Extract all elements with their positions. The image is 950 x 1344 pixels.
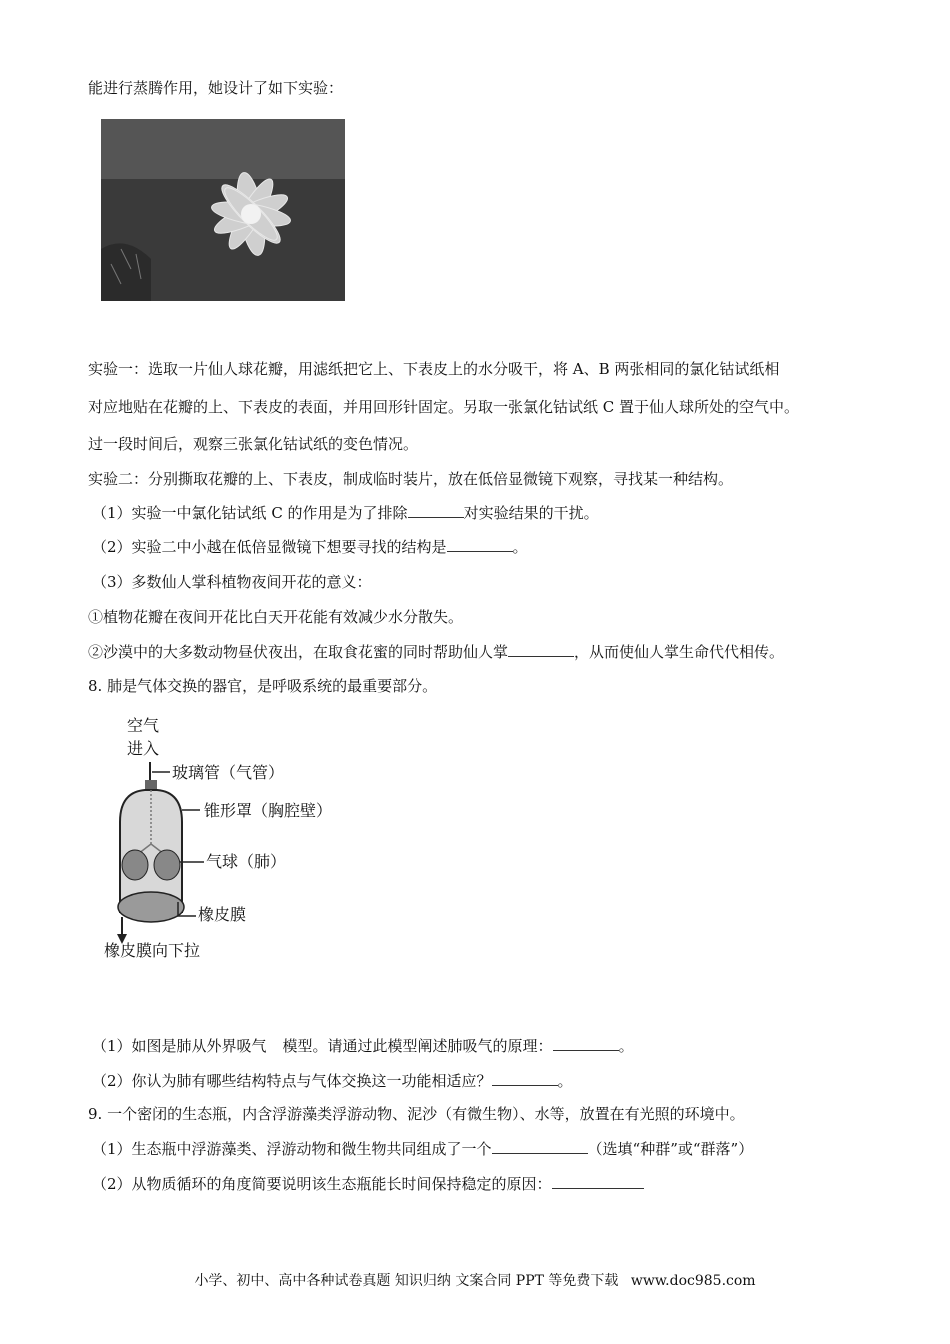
question-7-3-point-2-text: ②沙漠中的大多数动物昼伏夜出，在取食花蜜的同时帮助仙人掌: [88, 643, 509, 661]
question-7-3-point-2-tail: ，从而使仙人掌生命代代相传。: [574, 643, 785, 661]
rubber-membrane: [118, 892, 184, 922]
footer-url[interactable]: www.doc985.com: [630, 1273, 756, 1289]
page-footer: [0, 1270, 950, 1290]
question-7-2-text: （2）实验二中小越在低倍显微镜下想要寻找的结构是: [92, 538, 447, 556]
question-8-2-tail: 。: [557, 1072, 573, 1090]
question-9-1-tail: （选填“种群”或“群落”）: [587, 1140, 754, 1158]
question-7-2-tail: 。: [512, 538, 528, 556]
footer-text: 小学、初中、高中各种试卷真题 知识归纳 文案合同 PPT 等免费下载: [194, 1273, 619, 1289]
answer-blank[interactable]: [552, 1174, 644, 1189]
exp2-text: 实验二：分别撕取花瓣的上、下表皮，制成临时装片，放在低倍显微镜下观察，寻找某一种结构。: [88, 470, 734, 488]
label-pull: 橡皮膜向下拉: [104, 941, 201, 960]
label-balloon: 气球（肺）: [206, 852, 287, 871]
label-air-in-1: 空气: [127, 716, 160, 735]
tube-cap: [145, 780, 157, 790]
exp1-text-1: 实验一：选取一片仙人球花瓣，用滤纸把它上、下表皮上的水分吸干，将 A、B 两张相同的氯化钴试纸相: [88, 360, 780, 378]
question-9-1-text: （1）生态瓶中浮游藻类、浮游动物和微生物共同组成了一个: [92, 1140, 492, 1158]
intro-text: 能进行蒸腾作用，她设计了如下实验：: [88, 79, 344, 97]
question-8-1: [92, 1036, 634, 1056]
label-jar: 锥形罩（胸腔壁）: [204, 801, 333, 820]
question-7-1-text: （1）实验一中氯化钴试纸 C 的作用是为了排除: [92, 504, 408, 522]
question-8-1-text: （1）如图是肺从外界吸气: [92, 1037, 267, 1055]
left-balloon: [122, 850, 148, 880]
answer-blank[interactable]: [492, 1071, 558, 1086]
question-7-1: [92, 503, 599, 523]
question-7-2: [92, 537, 528, 557]
label-air-in-2: 进入: [127, 739, 160, 758]
right-balloon: [154, 850, 180, 880]
answer-blank[interactable]: [408, 503, 464, 518]
question-7-3-point-1: ①植物花瓣在夜间开花比白天开花能有效减少水分散失。: [88, 608, 464, 626]
answer-blank[interactable]: [447, 537, 513, 552]
label-tube: 玻璃管（气管）: [172, 763, 285, 782]
question-8-1-middle: 模型。请通过此模型阐述肺吸气的原理：: [282, 1037, 553, 1055]
question-9: 9. 一个密闭的生态瓶，内含浮游藻类浮游动物、泥沙（有微生物）、水等，放置在有光照的环境中。: [88, 1105, 745, 1123]
answer-blank[interactable]: [553, 1036, 619, 1051]
cactus-flower-photo: [101, 119, 345, 301]
question-8: 8. 肺是气体交换的器官，是呼吸系统的最重要部分。: [88, 677, 438, 695]
question-9-1: [92, 1139, 753, 1159]
exp1-text-3: 过一段时间后，观察三张氯化钴试纸的变色情况。: [88, 435, 419, 453]
question-7-3-point-2: [88, 642, 784, 662]
question-8-2-text: （2）你认为肺有哪些结构特点与气体交换这一功能相适应？: [92, 1072, 492, 1090]
answer-blank[interactable]: [492, 1139, 588, 1154]
question-9-2: [92, 1174, 644, 1194]
lung-model-diagram: [100, 712, 360, 962]
exp1-text-2: 对应地贴在花瓣的上、下表皮的表面，并用回形针固定。另取一张氯化钴试纸 C 置于仙人球所处的空气中。: [88, 398, 800, 416]
question-8-1-tail: 。: [618, 1037, 634, 1055]
answer-blank[interactable]: [508, 642, 574, 657]
question-7-1-tail: 对实验结果的干扰。: [463, 504, 599, 522]
label-membrane: 橡皮膜: [198, 905, 247, 924]
question-9-2-text: （2）从物质循环的角度简要说明该生态瓶能长时间保持稳定的原因：: [92, 1175, 552, 1193]
question-8-2: [92, 1071, 573, 1091]
question-7-3: （3）多数仙人掌科植物夜间开花的意义：: [92, 573, 372, 591]
